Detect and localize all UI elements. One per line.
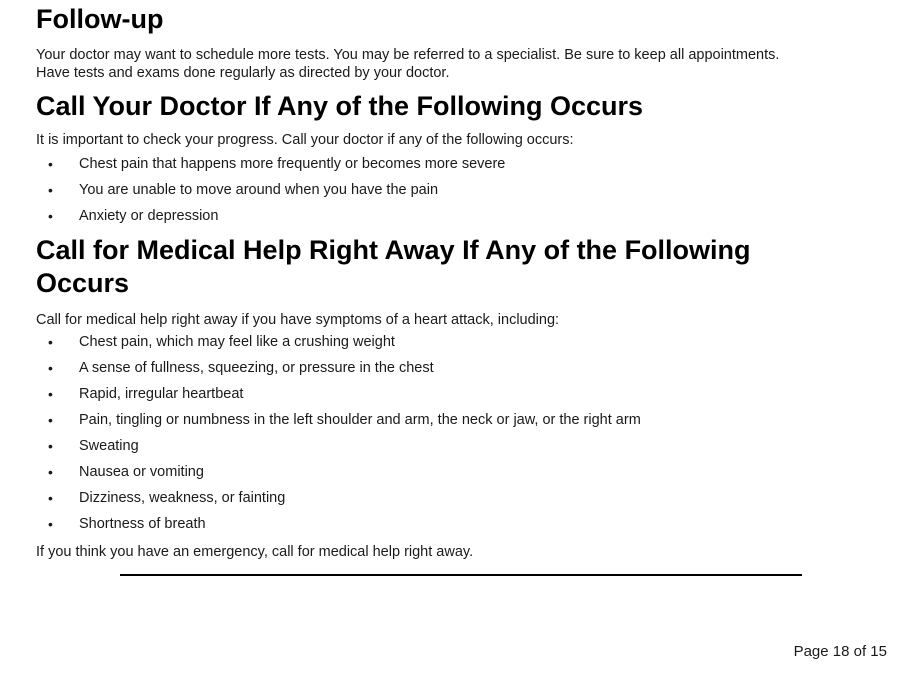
bullet-icon: •	[48, 438, 53, 454]
list-item-text: Shortness of breath	[79, 516, 206, 532]
bullet-icon: •	[48, 360, 53, 376]
list-item	[48, 329, 641, 355]
bullet-icon: •	[48, 208, 53, 224]
follow-up-paragraph	[36, 46, 779, 82]
list-item-text: Pain, tingling or numbness in the left shoulder and arm, the neck or jaw, or the right arm	[79, 412, 641, 428]
list-item	[48, 177, 505, 203]
list-item	[48, 151, 505, 177]
list-item-text: Sweating	[79, 438, 139, 454]
list-item-text: You are unable to move around when you have the pain	[79, 182, 439, 198]
list-item-text: Chest pain, which may feel like a crushing weight	[79, 334, 395, 350]
list-item-text: Nausea or vomiting	[79, 464, 204, 480]
list-item-text: Anxiety or depression	[79, 208, 219, 224]
bullet-icon: •	[48, 516, 53, 532]
section-heading-call-doctor: Call Your Doctor If Any of the Following Occurs	[36, 91, 644, 121]
list-item-text: A sense of fullness, squeezing, or pressure in the chest	[79, 360, 434, 376]
follow-up-line-1: Your doctor may want to schedule more tests. You may be referred to a specialist. Be sure to keep all appointments.	[36, 47, 780, 63]
call-help-heading-line-2: Occurs	[36, 268, 130, 298]
call-doctor-list	[48, 151, 505, 229]
call-help-list	[48, 329, 641, 537]
list-item-text: Chest pain that happens more frequently or becomes more severe	[79, 156, 506, 172]
list-item	[48, 381, 641, 407]
bullet-icon: •	[48, 182, 53, 198]
bullet-icon: •	[48, 156, 53, 172]
list-item	[48, 433, 641, 459]
follow-up-line-2: Have tests and exams done regularly as directed by your doctor.	[36, 65, 450, 81]
emergency-closing: If you think you have an emergency, call for medical help right away.	[36, 544, 474, 560]
list-item	[48, 459, 641, 485]
list-item	[48, 485, 641, 511]
list-item	[48, 511, 641, 537]
section-heading-follow-up: Follow-up	[36, 4, 164, 34]
list-item	[48, 203, 505, 229]
bullet-icon: •	[48, 412, 53, 428]
horizontal-divider	[120, 574, 802, 576]
bullet-icon: •	[48, 386, 53, 402]
call-help-heading-line-1: Call for Medical Help Right Away If Any of the Following	[36, 235, 751, 265]
bullet-icon: •	[48, 464, 53, 480]
call-doctor-intro: It is important to check your progress. Call your doctor if any of the following occurs:	[36, 132, 574, 148]
list-item-text: Rapid, irregular heartbeat	[79, 386, 244, 402]
call-help-intro: Call for medical help right away if you have symptoms of a heart attack, including:	[36, 312, 560, 328]
list-item	[48, 407, 641, 433]
section-heading-call-help	[36, 234, 751, 300]
list-item-text: Dizziness, weakness, or fainting	[79, 490, 286, 506]
list-item	[48, 355, 641, 381]
bullet-icon: •	[48, 490, 53, 506]
page-number: Page 18 of 15	[793, 643, 887, 660]
bullet-icon: •	[48, 334, 53, 350]
